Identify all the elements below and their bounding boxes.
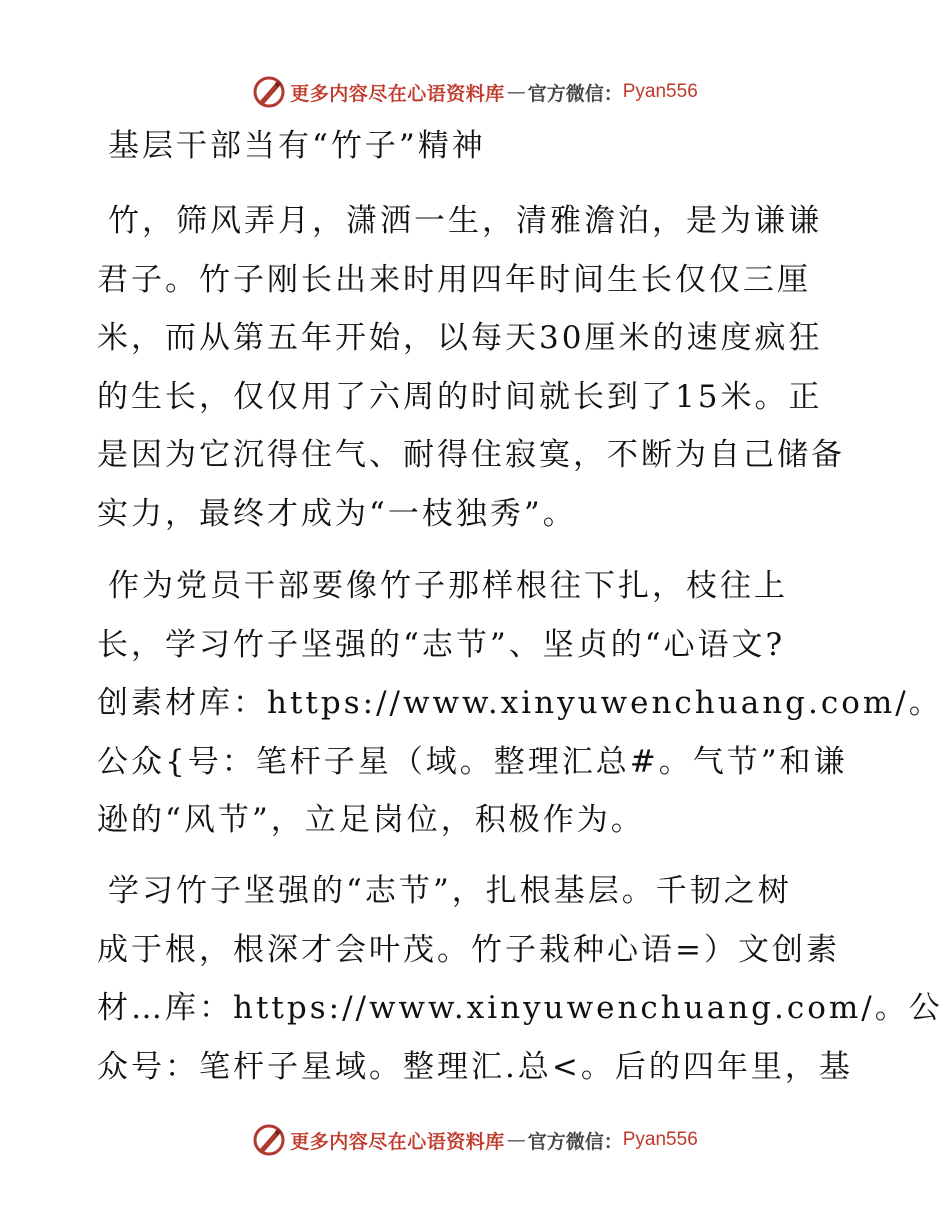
banner-dash: — [506, 81, 526, 103]
paragraph-line: 竹，筛风弄月，潇洒一生，清雅澹泊，是为谦谦 [108, 203, 822, 239]
pen-circle-logo-icon [252, 75, 286, 109]
paragraph-line: 是因为它沉得住气、耐得住寂寞，不断为自己储备 [97, 437, 845, 473]
paragraph-line: 作为党员干部要像竹子那样根往下扎，枝往上 [108, 568, 788, 604]
paragraph-line: 学习竹子坚强的“志节”，扎根基层。千韧之树 [108, 873, 792, 909]
paragraph-line: 创素材库：https://www.xinyuwenchuang.com/。 [97, 685, 943, 721]
banner-title: 更多内容尽在心语资料库 [290, 82, 505, 105]
banner-wechat-id: Pyan556 [622, 81, 698, 102]
banner-wechat-id: Pyan556 [622, 1129, 698, 1150]
banner-wechat-label: 官方微信： [527, 1130, 623, 1153]
pen-circle-logo-icon [252, 1123, 286, 1157]
paragraph-1 [97, 192, 857, 543]
paragraph-2 [97, 557, 943, 850]
paragraph-line: 长，学习竹子坚强的“志节”、坚贞的“心语文? [97, 626, 786, 663]
paragraph-line: 米，而从第五年开始，以每天30厘米的速度疯狂 [97, 320, 823, 356]
paragraph-line: 成于根，根深才会叶茂。竹子栽种心语=）文创素 [97, 931, 840, 968]
paragraph-line: 公众{号：笔杆子星（域。整理汇总#。气节”和谦 [97, 743, 848, 780]
document-title: 基层干部当有“竹子”精神 [108, 128, 486, 164]
paragraph-line: 逊的“风节”，立足岗位，积极作为。 [97, 802, 645, 838]
header-banner [0, 72, 950, 112]
paragraph-line: 的生长，仅仅用了六周的时间就长到了15米。正 [97, 378, 823, 415]
banner-dash: — [506, 1129, 526, 1151]
banner-wechat-label: 官方微信： [527, 82, 623, 105]
footer-banner [0, 1120, 950, 1160]
paragraph-line: 众号：笔杆子星域。整理汇.总<。后的四年里，基 [97, 1048, 853, 1085]
paragraph-3 [97, 862, 943, 1096]
paragraph-line: 君子。竹子刚长出来时用四年时间生长仅仅三厘 [97, 261, 811, 298]
paragraph-line: 实力，最终才成为“一枝独秀”。 [97, 495, 577, 532]
paragraph-line: 材…库：https://www.xinyuwenchuang.com/。公 [97, 990, 943, 1026]
banner-title: 更多内容尽在心语资料库 [290, 1130, 505, 1153]
